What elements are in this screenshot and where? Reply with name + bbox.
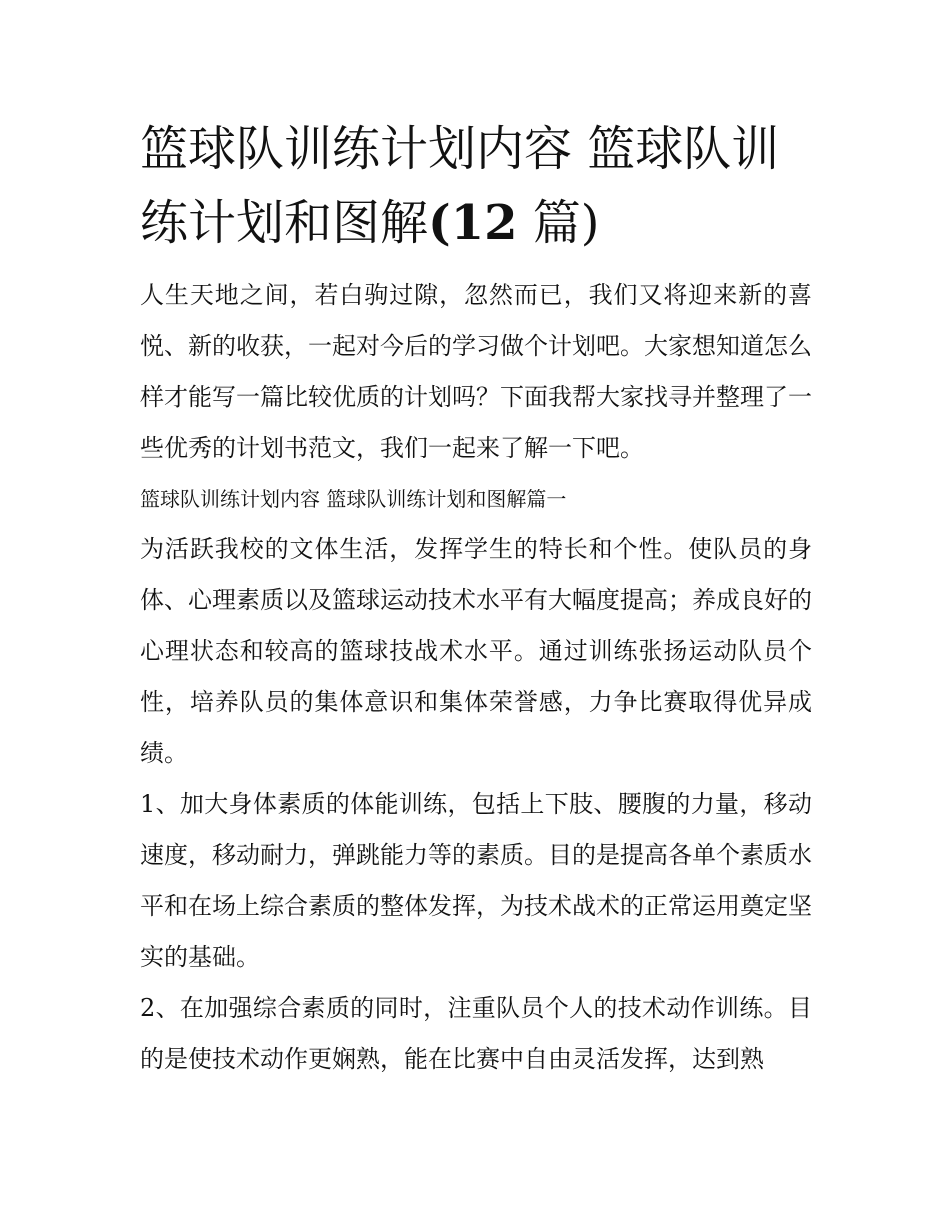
body-paragraph-2: 1、加大身体素质的体能训练，包括上下肢、腰腹的力量，移动速度，移动耐力，弹跳能力等的素质。目的是提高各单个素质水平和在场上综合素质的整体发挥，为技术战术的正常运用奠定坚实的基础。 [140, 790, 812, 971]
intro-paragraph: 人生天地之间，若白驹过隙，忽然而已，我们又将迎来新的喜悦、新的收获，一起对今后的学习做个计划吧。大家想知道怎么样才能写一篇比较优质的计划吗？下面我帮大家找寻并整理了一些优秀的计划书范文，我们一起来了解一下吧。 [140, 281, 812, 462]
title-suffix: 篇) [517, 195, 600, 251]
document-content [140, 112, 812, 1085]
title-count: (12 [428, 195, 518, 251]
body-paragraph-1: 为活跃我校的文体生活，发挥学生的特长和个性。使队员的身体、心理素质以及篮球运动技术水平有大幅度提高；养成良好的心理状态和较高的篮球技战术水平。通过训练张扬运动队员个性，培养队员的集体意识和集体荣誉感，力争比赛取得优异成绩。 [140, 535, 812, 767]
section-heading: 篮球队训练计划内容 篮球队训练计划和图解篇一 [140, 487, 567, 511]
title-text: 篮球队训练计划内容 篮球队训练计划和图解 [140, 121, 780, 251]
document-title [140, 112, 812, 260]
body-paragraph-3: 2、在加强综合素质的同时，注重队员个人的技术动作训练。目的是使技术动作更娴熟，能在比赛中自由灵活发挥，达到熟 [140, 994, 812, 1073]
